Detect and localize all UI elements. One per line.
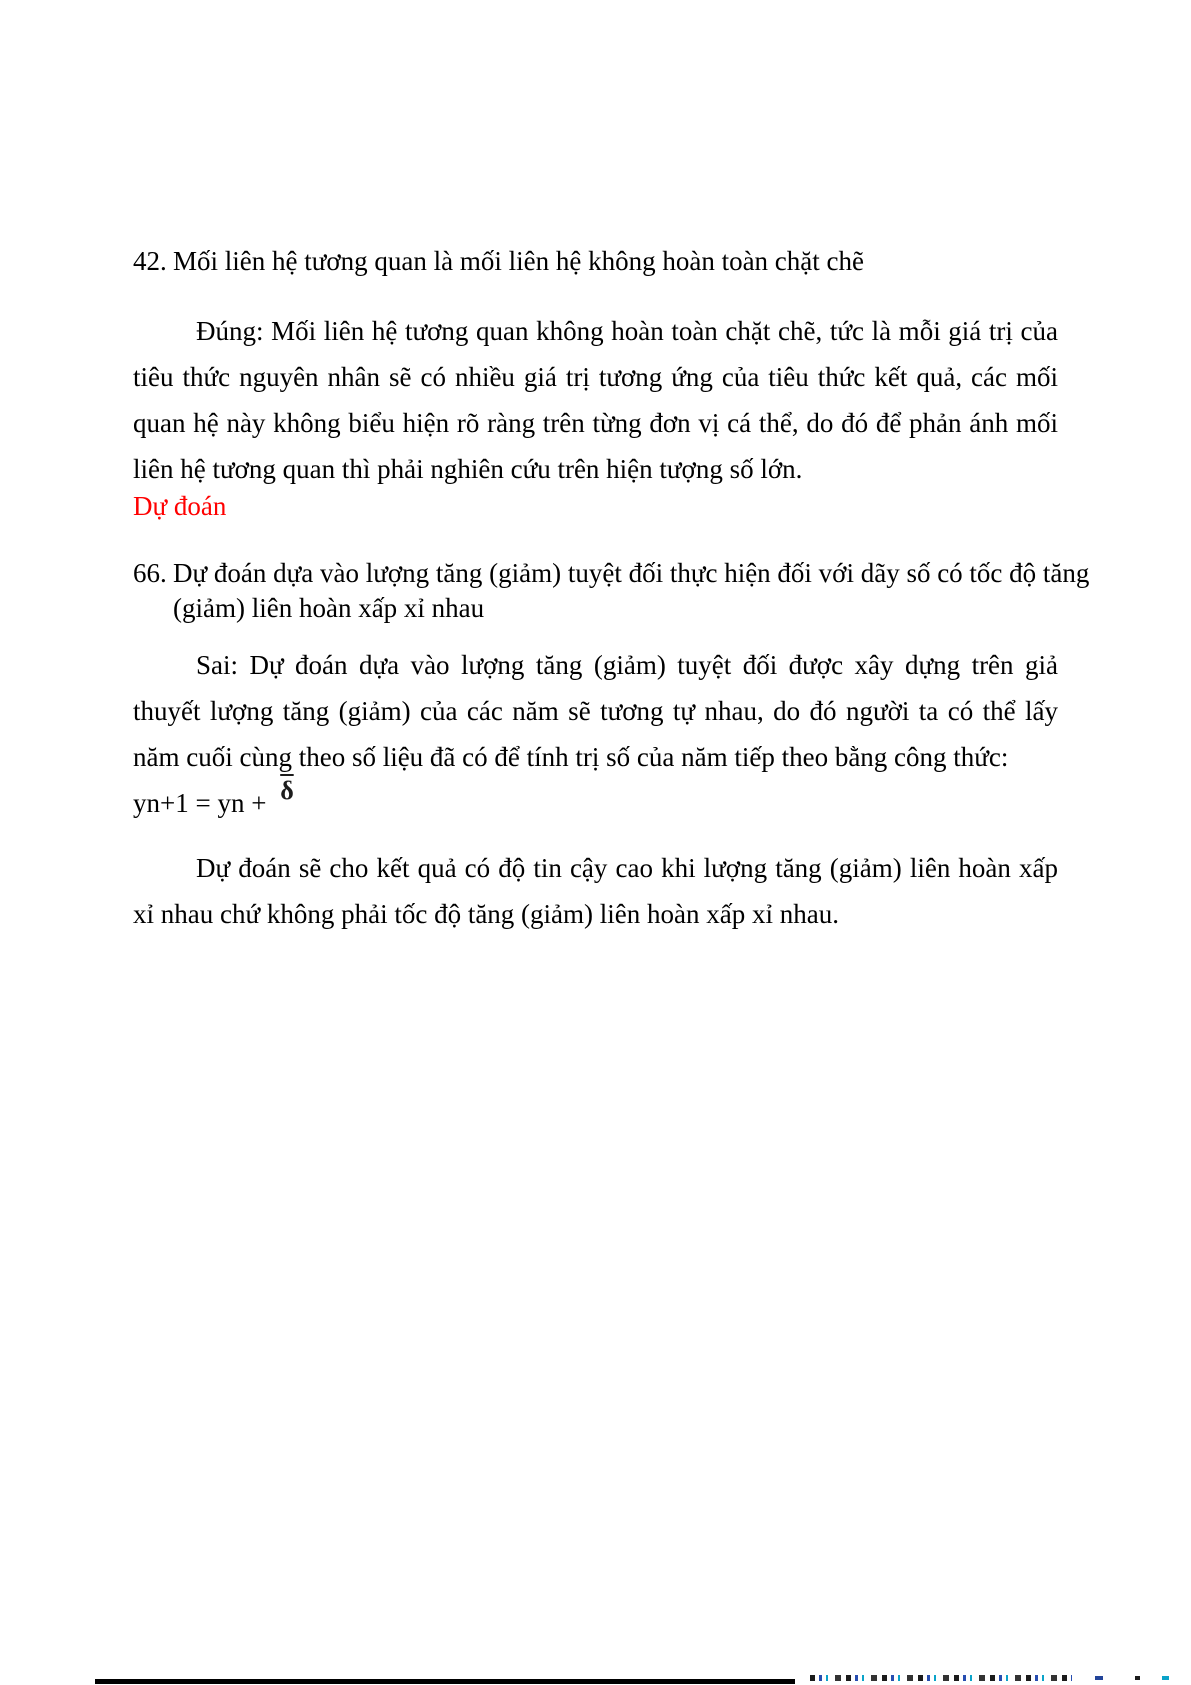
section-heading-du-doan: Dự đoán (133, 491, 227, 521)
question-66 (133, 556, 1098, 626)
question-42-answer: Đúng: Mối liên hệ tương quan không hoàn toàn chặt chẽ, tức là mỗi giá trị của tiêu thức nguyên nhân sẽ có nhiều giá trị tương ứng của tiêu thức kết quả, các mối quan hệ này không biểu hiện rõ ràng trên từng đơn vị cá thể, do đó để phản ánh mối liên hệ tương quan thì phải nghiên cứu trên hiện tượng số lớn. (133, 316, 1058, 484)
question-66-answer: Sai: Dự đoán dựa vào lượng tăng (giảm) tuyệt đối được xây dựng trên giả thuyết lượng tăng (giảm) của các năm sẽ tương tự nhau, do đó người ta có thể lấy năm cuối cùng theo số liệu đã có để tính trị số của năm tiếp theo bằng công thức: (133, 650, 1058, 772)
cutoff-footer-bar (95, 1679, 795, 1684)
cutoff-footer-speck (1095, 1676, 1103, 1680)
formula-line (133, 776, 1058, 827)
cutoff-footer-speck (1135, 1676, 1140, 1680)
question-42-number: 42. (133, 246, 167, 276)
question-42 (133, 238, 1098, 284)
cutoff-footer-text-fragment (810, 1675, 1072, 1681)
formula-text: yn+1 = yn + (133, 788, 267, 818)
cutoff-footer-speck (1162, 1676, 1169, 1680)
question-66-number: 66. (133, 558, 167, 588)
question-66-note: Dự đoán sẽ cho kết quả có độ tin cậy cao khi lượng tăng (giảm) liên hoàn xấp xỉ nhau chứ không phải tốc độ tăng (giảm) liên hoàn xấp xỉ nhau. (133, 853, 1058, 929)
delta-bar-symbol: $\overline{\delta}$ (280, 776, 294, 805)
question-42-title: Mối liên hệ tương quan là mối liên hệ không hoàn toàn chặt chẽ (173, 246, 864, 276)
question-66-title: Dự đoán dựa vào lượng tăng (giảm) tuyệt đối thực hiện đối với dãy số có tốc độ tăng (giảm) liên hoàn xấp xỉ nhau (173, 558, 1090, 623)
